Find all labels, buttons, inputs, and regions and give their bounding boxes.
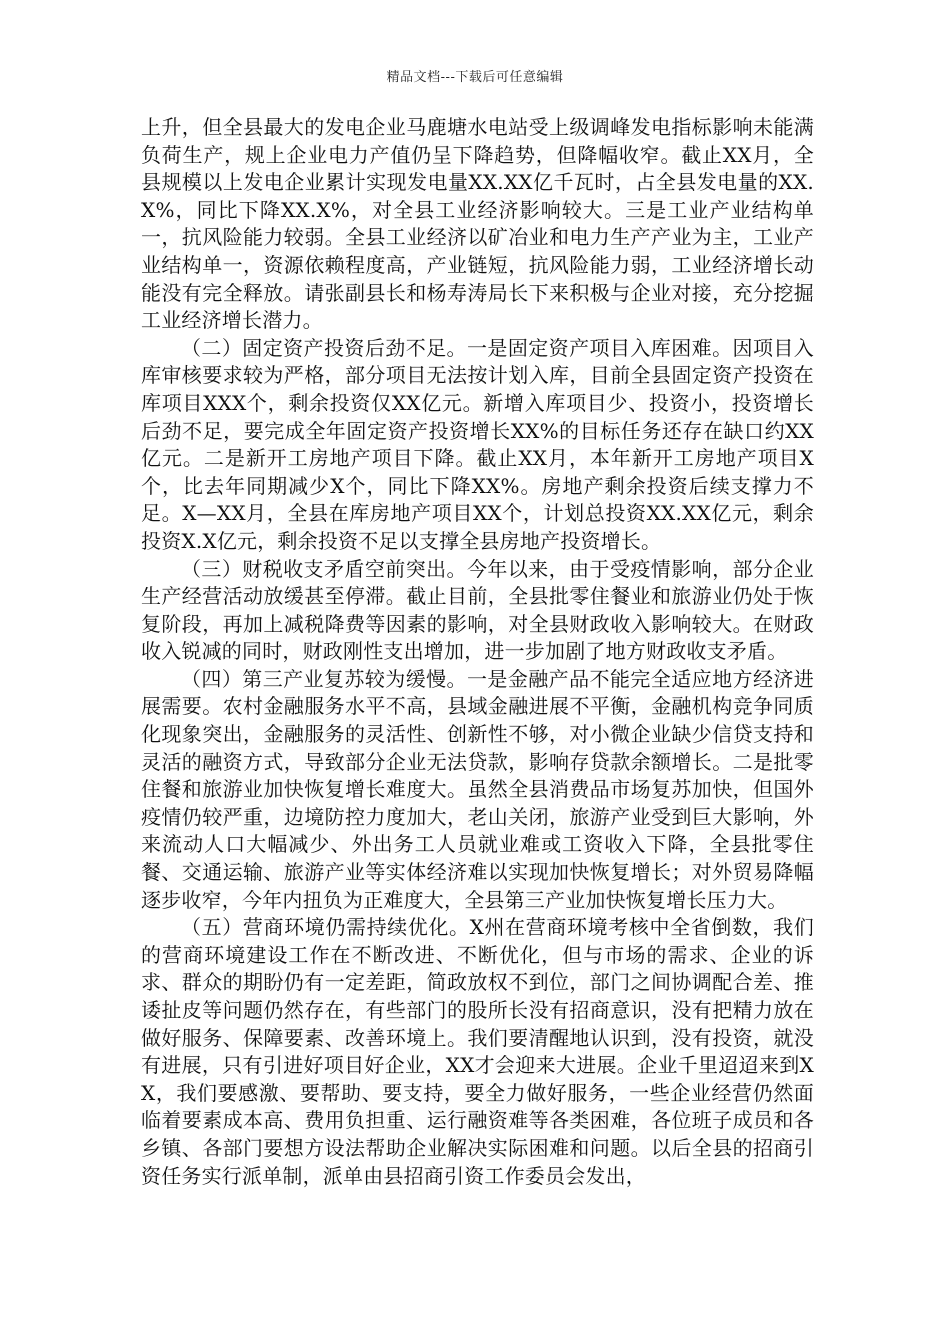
document-body [141, 114, 814, 1190]
paragraph-fixed-asset-investment: （二）固定资产投资后劲不足。一是固定资产项目入库困难。因项目入库审核要求较为严格，部分项目无法按计划入库，目前全县固定资产投资在库项目XXX个，剩余投资仅XX亿元。新增入库项目少、投资小，投资增长后劲不足，要完成全年固定资产投资增长XX%的目标任务还存在缺口约XX亿元。二是新开工房地产项目下降。截止XX月，本年新开工房地产项目X个，比去年同期减少X个，同比下降XX%。房地产剩余投资后续支撑力不足。X—XX月，全县在库房地产项目XX个，计划总投资XX.XX亿元，剩余投资X.X亿元，剩余投资不足以支撑全县房地产投资增长。 [141, 335, 814, 553]
paragraph-industry-continued: 上升，但全县最大的发电企业马鹿塘水电站受上级调峰发电指标影响未能满负荷生产，规上企业电力产值仍呈下降趋势，但降幅收窄。截止XX月，全县规模以上发电企业累计实现发电量XX.XX亿千瓦时，占全县发电量的XX.X%，同比下降XX.X%，对全县工业经济影响较大。三是工业产业结构单一，抗风险能力较弱。全县工业经济以矿冶业和电力生产产业为主，工业产业结构单一，资源依赖程度高，产业链短，抗风险能力弱，工业经济增长动能没有完全释放。请张副县长和杨寿涛局长下来积极与企业对接，充分挖掘工业经济增长潜力。 [141, 115, 814, 333]
paragraph-business-environment: （五）营商环境仍需持续优化。X州在营商环境考核中全省倒数，我们的营商环境建设工作在不断改进、不断优化，但与市场的需求、企业的诉求、群众的期盼仍有一定差距，简政放权不到位，部门之间协调配合差、推诿扯皮等问题仍然存在，有些部门的股所长没有招商意识，没有把精力放在做好服务、保障要素、改善环境上。我们要清醒地认识到，没有投资，就没有进展，只有引进好项目好企业，XX才会迎来大进展。企业千里迢迢来到XX，我们要感激、要帮助、要支持，要全力做好服务，一些企业经营仍然面临着要素成本高、费用负担重、运行融资难等各类困难，各位班子成员和各乡镇、各部门要想方设法帮助企业解决实际困难和问题。以后全县的招商引资任务实行派单制，派单由县招商引资工作委员会发出， [141, 915, 814, 1188]
paragraph-fiscal-revenue: （三）财税收支矛盾空前突出。今年以来，由于受疫情影响，部分企业生产经营活动放缓甚至停滞。截止目前，全县批零住餐业和旅游业仍处于恢复阶段，再加上减税降费等因素的影响，对全县财政收入影响较大。在财政收入锐减的同时，财政刚性支出增加，进一步加剧了地方财政收支矛盾。 [141, 556, 814, 664]
paragraph-tertiary-industry: （四）第三产业复苏较为缓慢。一是金融产品不能完全适应地方经济进展需要。农村金融服务水平不高，县域金融进展不平衡，金融机构竞争同质化现象突出，金融服务的灵活性、创新性不够，对小微企业缺少信贷支持和灵活的融资方式，导致部分企业无法贷款，影响存贷款余额增长。二是批零住餐和旅游业加快恢复增长难度大。虽然全县消费品市场复苏加快，但国外疫情仍较严重，边境防控力度加大，老山关闭，旅游产业受到巨大影响，外来流动人口大幅减少、外出务工人员就业难或工资收入下降，全县批零住餐、交通运输、旅游产业等实体经济难以实现加快恢复增长；对外贸易降幅逐步收窄，今年内扭负为正难度大，全县第三产业加快恢复增长压力大。 [141, 666, 814, 912]
page-header: 精品文档---下载后可任意编辑 [386, 70, 564, 85]
